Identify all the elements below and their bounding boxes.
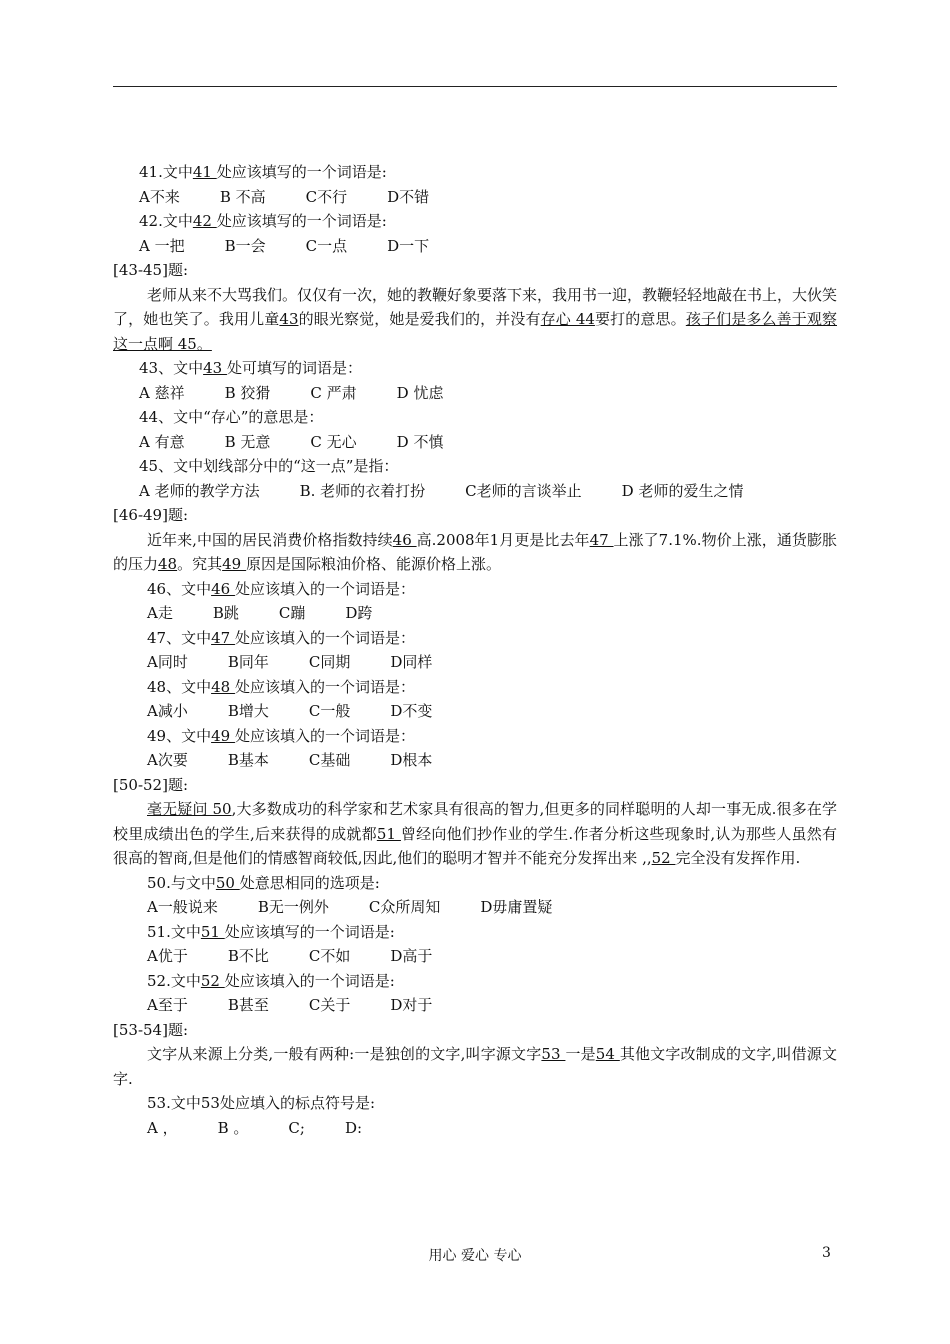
text-run: 一是 xyxy=(565,1045,596,1063)
option-b: B基本 xyxy=(227,751,269,769)
option-b: B不比 xyxy=(227,947,269,965)
answer-options xyxy=(113,479,837,504)
text-run: 处应该填入的一个词语是: xyxy=(224,971,395,990)
option-d: D毋庸置疑 xyxy=(480,898,553,916)
answer-options xyxy=(113,234,837,259)
blank-marker: 51 xyxy=(200,922,225,941)
blank-marker: 49 xyxy=(211,726,235,745)
option-c: C众所周知 xyxy=(368,898,441,916)
option-d: D 不慎 xyxy=(396,432,444,451)
text-run: 处应该填写的一个词语是: xyxy=(224,922,395,941)
option-d: D一下 xyxy=(387,236,430,255)
answer-options xyxy=(113,944,837,969)
text-run: 高.2008年1月更是比去年 xyxy=(416,530,590,549)
blank-marker: 毫无疑问 50 xyxy=(147,800,232,818)
option-a: A 有意 xyxy=(139,432,185,451)
blank-marker: 47 xyxy=(589,530,614,549)
option-a: A ， xyxy=(147,1118,178,1137)
text-run: 文字从来源上分类,一般有两种:一是独创的文字,叫字源文字 xyxy=(147,1045,542,1063)
option-b: B跳 xyxy=(212,604,239,622)
text-run: 52.文中 xyxy=(147,971,201,990)
blank-marker: 52 xyxy=(200,971,225,990)
blank-marker: 49 xyxy=(222,555,246,573)
blank-marker: 52 xyxy=(651,849,676,867)
question-stem xyxy=(113,724,837,749)
passage xyxy=(113,1042,837,1091)
option-b: B一会 xyxy=(224,236,266,255)
answer-options xyxy=(113,748,837,773)
question-stem xyxy=(113,675,837,700)
text-run: 处意思相同的选项是: xyxy=(239,873,380,892)
option-c: C; xyxy=(288,1118,305,1137)
question-stem xyxy=(113,626,837,651)
text-run: 的眼光察觉，她是爱我们的，并没有 xyxy=(298,310,541,328)
option-b: B 。 xyxy=(217,1118,249,1137)
passage xyxy=(113,797,837,871)
question-stem xyxy=(113,920,837,945)
option-d: D 老师的爱生之情 xyxy=(621,481,744,500)
question-stem xyxy=(113,454,837,479)
blank-marker: 42 xyxy=(192,212,217,230)
option-a: A同时 xyxy=(147,653,188,671)
blank-marker: 46 xyxy=(211,579,235,598)
section-heading xyxy=(113,258,837,283)
question-stem xyxy=(113,160,837,185)
text-run: 48、文中 xyxy=(147,677,212,696)
option-c: C基础 xyxy=(308,751,351,769)
option-c: C 无心 xyxy=(310,432,357,451)
text-run: 46、文中 xyxy=(147,579,212,598)
answer-options xyxy=(113,895,837,920)
answer-options xyxy=(113,1116,837,1141)
section-heading xyxy=(113,773,837,798)
option-d: D同样 xyxy=(390,653,433,671)
option-d: D: xyxy=(344,1118,363,1137)
text-run: 上涨了7.1%.物价上涨，通货膨胀的压力 xyxy=(113,530,838,573)
section-heading xyxy=(113,1018,837,1043)
text-run: 47、文中 xyxy=(147,628,212,647)
blank-marker: 43 xyxy=(203,359,227,377)
blank-marker: 孩子们是多么善于观察这一点啊 45。 xyxy=(113,310,837,353)
blank-marker: 51 xyxy=(376,824,401,843)
text-run: [46-49]题: xyxy=(113,506,189,524)
option-d: D高于 xyxy=(390,947,433,965)
option-c: C蹦 xyxy=(278,604,306,622)
option-c: C关于 xyxy=(308,996,351,1014)
text-run: 处应该填入的一个词语是： xyxy=(234,677,415,696)
text-run: [43-45]题: xyxy=(113,261,189,279)
option-c: C老师的言谈举止 xyxy=(465,481,582,500)
blank-marker: 存心 44 xyxy=(540,310,595,328)
answer-options xyxy=(113,699,837,724)
option-a: A 一把 xyxy=(139,236,185,255)
option-c: C不如 xyxy=(308,947,351,965)
text-run: 处应该填写的一个词语是: xyxy=(216,163,387,181)
text-run: 49、文中 xyxy=(147,726,212,745)
text-run: 45、文中划线部分中的“这一点”是指： xyxy=(139,457,399,475)
text-run: 处应该填入的一个词语是： xyxy=(234,726,415,745)
footer-slogan: 用心 爱心 专心 xyxy=(428,1248,522,1264)
blank-marker: 53 xyxy=(541,1045,566,1063)
text-run: 完全没有发挥作用. xyxy=(675,849,801,867)
option-d: D不错 xyxy=(387,187,430,206)
option-c: C 严肃 xyxy=(310,383,357,402)
option-d: D不变 xyxy=(390,702,433,720)
question-stem xyxy=(113,969,837,994)
blank-marker: 43 xyxy=(279,310,299,328)
text-run: 51.文中 xyxy=(147,922,201,941)
blank-marker: 48 xyxy=(158,555,178,573)
blank-marker: 47 xyxy=(211,628,235,647)
option-b: B甚至 xyxy=(227,996,269,1014)
option-a: A 慈祥 xyxy=(139,383,185,402)
text-run: 44、文中“存心”的意思是： xyxy=(139,408,324,426)
question-stem xyxy=(113,209,837,234)
option-d: D根本 xyxy=(390,751,433,769)
option-a: A一般说来 xyxy=(147,898,218,916)
option-a: A 老师的教学方法 xyxy=(139,481,260,500)
option-b: B增大 xyxy=(227,702,269,720)
question-stem xyxy=(113,405,837,430)
text-run: 其他文字改制成的文字,叫借源文字. xyxy=(113,1045,837,1088)
text-run: 43、文中 xyxy=(139,359,204,377)
text-run: 42.文中 xyxy=(139,212,193,230)
question-stem xyxy=(113,1091,837,1116)
answer-options xyxy=(113,185,837,210)
answer-options xyxy=(113,993,837,1018)
option-b: B 无意 xyxy=(224,432,271,451)
option-c: C一般 xyxy=(308,702,351,720)
question-stem xyxy=(113,356,837,381)
option-b: B同年 xyxy=(227,653,269,671)
option-d: D对于 xyxy=(390,996,433,1014)
text-run: 处应该填入的一个词语是： xyxy=(234,628,415,647)
text-run: 处应该填写的一个词语是: xyxy=(216,212,387,230)
text-run: 。究其 xyxy=(177,555,223,573)
answer-options xyxy=(113,381,837,406)
option-c: C不行 xyxy=(305,187,348,206)
blank-marker: 54 xyxy=(595,1045,620,1063)
text-run: [53-54]题: xyxy=(113,1020,189,1039)
blank-marker: 46 xyxy=(392,530,417,549)
section-heading xyxy=(113,503,837,528)
page-number: 3 xyxy=(822,1245,831,1261)
text-run: 53.文中53处应填入的标点符号是: xyxy=(147,1094,375,1112)
text-run: 老师从来不大骂我们。仅仅有一次，她的教鞭好象要落下来，我用书一迎，教鞭轻轻地敲在书上，大伙笑了，她也笑了。我用儿童 xyxy=(113,285,838,328)
text-run: 近年来,中国的居民消费价格指数持续 xyxy=(147,530,393,549)
passage xyxy=(113,283,837,357)
text-run: 处应该填入的一个词语是： xyxy=(234,579,415,598)
option-c: C同期 xyxy=(308,653,351,671)
blank-marker: 48 xyxy=(211,677,235,696)
text-run: [50-52]题: xyxy=(113,775,189,794)
text-run: ,大多数成功的科学家和艺术家具有很高的智力,但更多的同样聪明的人却一事无成.很多在学校里成绩出色的学生,后来获得的成就都 xyxy=(113,800,838,843)
option-b: B无一例外 xyxy=(257,898,329,916)
passage xyxy=(113,528,837,577)
option-d: D跨 xyxy=(345,604,373,622)
question-stem xyxy=(113,577,837,602)
option-b: B 狡猾 xyxy=(224,383,271,402)
option-c: C一点 xyxy=(305,236,348,255)
answer-options xyxy=(113,430,837,455)
document-body xyxy=(113,160,837,1140)
option-a: A不来 xyxy=(139,187,180,206)
option-a: A优于 xyxy=(147,947,188,965)
header-rule xyxy=(113,86,837,87)
text-run: 曾经向他们抄作业的学生.作者分析这些现象时,认为那些人虽然有很高的智商,但是他们的情感智商较低,因此,他们的聪明才智并不能充分发挥出来 ,, xyxy=(113,824,837,867)
blank-marker: 41 xyxy=(192,163,217,181)
text-run: 50.与文中 xyxy=(147,873,216,892)
option-a: A减小 xyxy=(147,702,188,720)
option-a: A走 xyxy=(147,604,173,622)
text-run: 处可填写的词语是： xyxy=(226,359,362,377)
option-a: A次要 xyxy=(147,751,188,769)
option-b: B. 老师的衣着打扮 xyxy=(299,481,426,500)
option-b: B 不高 xyxy=(219,187,266,206)
text-run: 41.文中 xyxy=(139,163,193,181)
answer-options xyxy=(113,601,837,626)
text-run: 原因是国际粮油价格、能源价格上涨。 xyxy=(245,555,501,573)
option-a: A至于 xyxy=(147,996,188,1014)
question-stem xyxy=(113,871,837,896)
blank-marker: 50 xyxy=(215,873,240,892)
text-run: 要打的意思。 xyxy=(594,310,686,328)
option-d: D 忧虑 xyxy=(396,383,444,402)
answer-options xyxy=(113,650,837,675)
